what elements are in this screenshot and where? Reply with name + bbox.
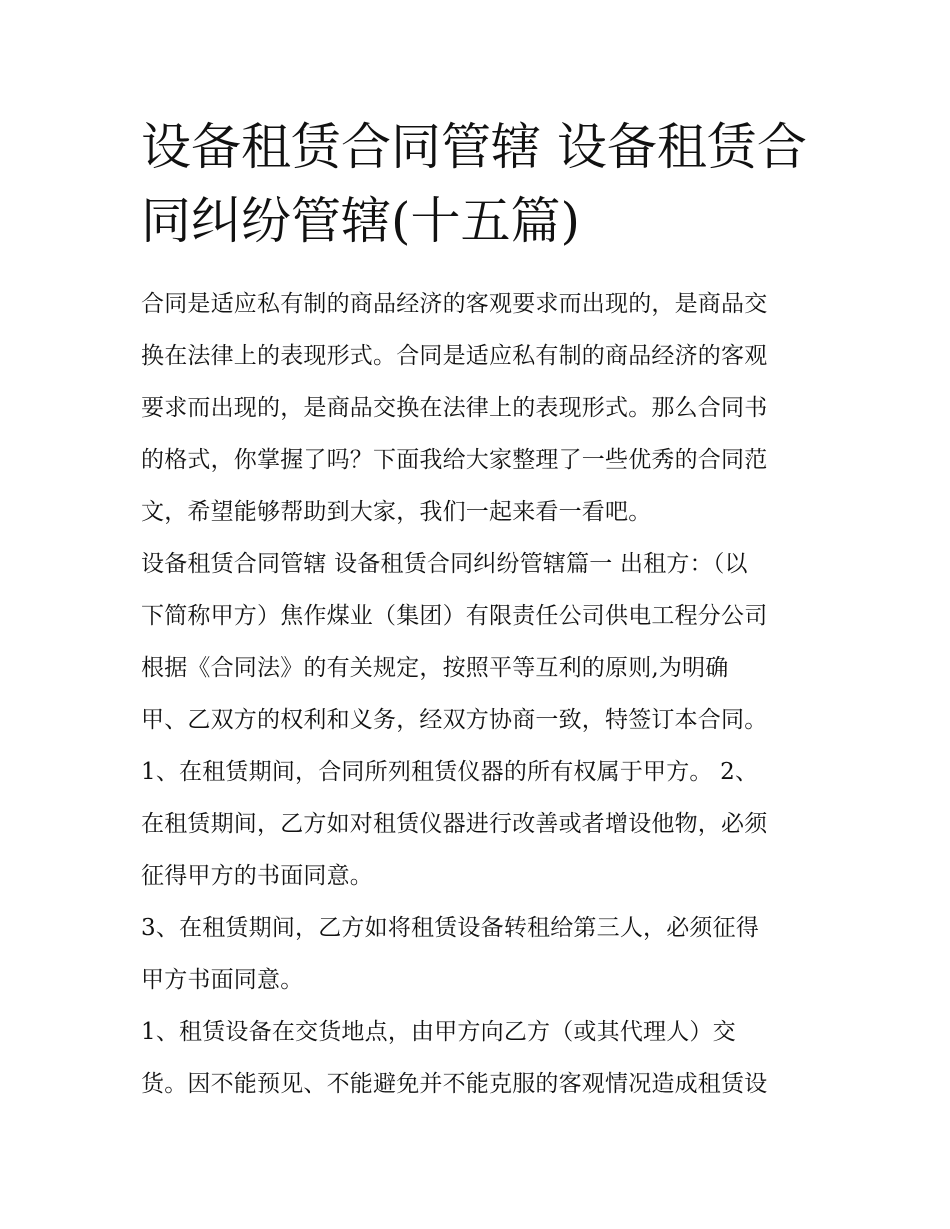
document-page — [141, 110, 821, 1110]
body-line: 设备租赁合同管辖 设备租赁合同纠纷管辖篇一 出租方：（以 — [141, 551, 748, 577]
body-line: 3、在租赁期间，乙方如将租赁设备转租给第三人，必须征得 — [141, 915, 760, 941]
body-line: 合同是适应私有制的商品经济的客观要求而出现的，是商品交 — [141, 291, 768, 317]
body-line: 甲方书面同意。 — [141, 967, 304, 993]
body-line: 的格式，你掌握了吗？下面我给大家整理了一些优秀的合同范 — [141, 447, 768, 473]
body-line: 货。因不能预见、不能避免并不能克服的客观情况造成租赁设 — [141, 1071, 768, 1097]
body-line: 1、在租赁期间，合同所列租赁仪器的所有权属于甲方。 2、 — [141, 759, 759, 785]
body-line: 下简称甲方）焦作煤业（集团）有限责任公司供电工程分公司 — [141, 603, 768, 629]
body-line: 甲、乙双方的权利和义务，经双方协商一致，特签订本合同。 — [141, 707, 768, 733]
title-line-1: 设备租赁合同管辖 设备租赁合 — [141, 118, 807, 176]
body-line: 根据《合同法》的有关规定，按照平等互利的原则,为明确 — [141, 655, 729, 681]
document-body — [141, 278, 821, 1110]
body-line: 在租赁期间，乙方如对租赁仪器进行改善或者增设他物，必须 — [141, 811, 768, 837]
body-line: 征得甲方的书面同意。 — [141, 863, 373, 889]
document-title — [141, 110, 821, 258]
body-line: 1、租赁设备在交货地点，由甲方向乙方（或其代理人）交 — [141, 1019, 736, 1045]
body-line: 换在法律上的表现形式。合同是适应私有制的商品经济的客观 — [141, 343, 768, 369]
body-line: 文，希望能够帮助到大家，我们一起来看一看吧。 — [141, 499, 652, 525]
body-line: 要求而出现的，是商品交换在法律上的表现形式。那么合同书 — [141, 395, 768, 421]
title-line-2: 同纠纷管辖(十五篇) — [141, 192, 581, 250]
